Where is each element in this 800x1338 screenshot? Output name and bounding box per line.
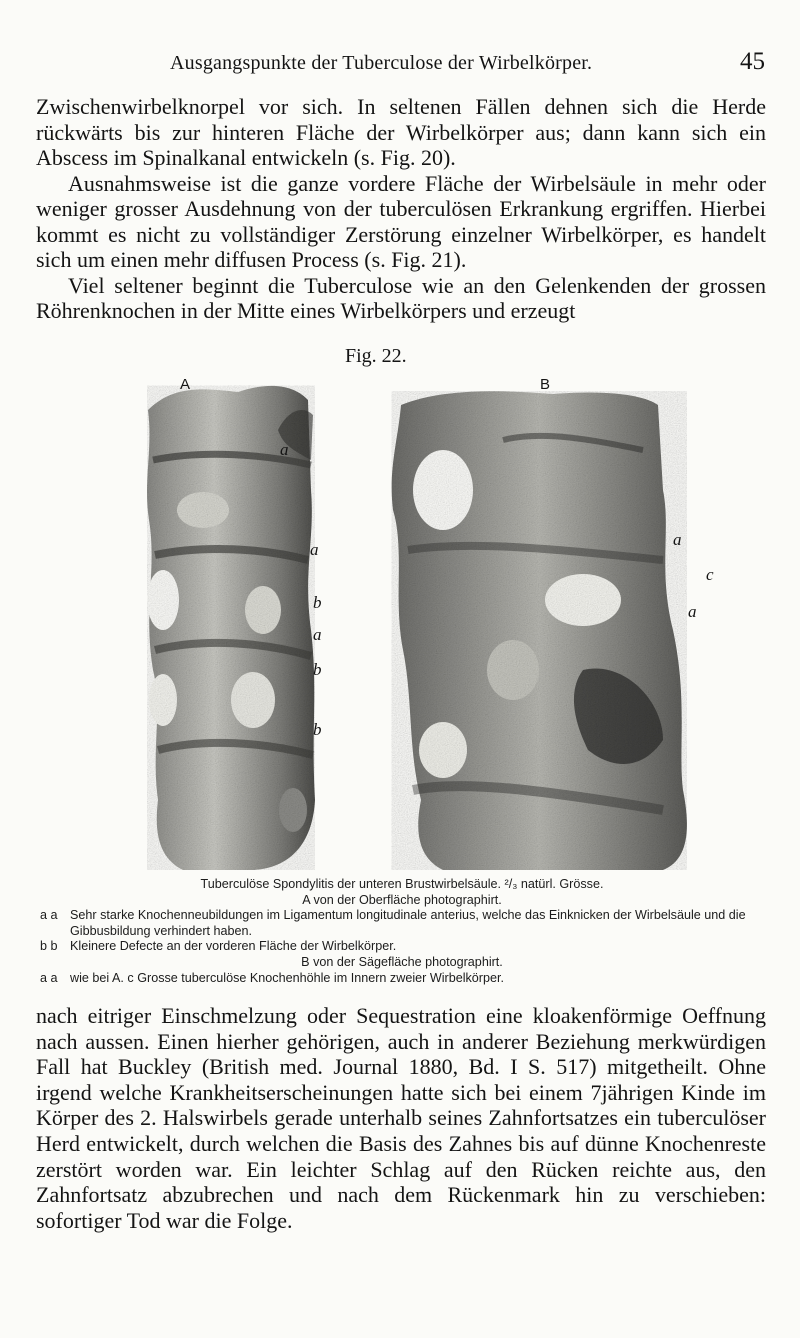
paragraph: Viel seltener beginnt die Tuberculose wie an den Gelenkenden der grossen Röhrenknochen in der Mitte eines Wirbelkörpers und erzeugt	[36, 272, 766, 323]
caption-line: A von der Oberfläche photographirt.	[302, 892, 502, 907]
lower-text-block	[36, 1003, 766, 1233]
paragraph: Zwischenwirbelknorpel vor sich. In seltenen Fällen dehnen sich die Herde rückwärts bis zur hinteren Fläche der Wirbelkörper aus; dann kann sich ein Abscess im Spinalkanal entwickeln (s. Fig. 20).	[36, 94, 766, 170]
caption-entry: Kleinere Defecte an der vorderen Fläche der Wirbelkörper.	[70, 939, 397, 954]
caption-line: B von der Sägefläche photographirt.	[301, 954, 503, 969]
marker-b: b	[313, 720, 322, 739]
upper-text-block	[36, 94, 766, 324]
marker-a: a	[313, 625, 322, 644]
panel-label-b: B	[540, 376, 551, 393]
running-title: Ausgangspunkte der Tuberculose der Wirbelkörper.	[170, 52, 593, 74]
caption-label: a a	[40, 970, 58, 985]
marker-a: a	[280, 440, 289, 459]
photo-panel-b	[392, 391, 687, 870]
page-number: 45	[740, 48, 765, 75]
marker-a: a	[673, 530, 682, 549]
figure-caption	[40, 877, 764, 986]
marker-c: c	[706, 565, 714, 584]
panel-label-a: A	[180, 376, 191, 393]
caption-entry: wie bei A. c Grosse tuberculöse Knochenhöhle im Innern zweier Wirbelkörper.	[70, 970, 504, 985]
page-header	[0, 40, 800, 80]
marker-a: a	[688, 602, 697, 621]
marker-b: b	[313, 593, 322, 612]
caption-line: Tuberculöse Spondylitis der unteren Brustwirbelsäule. ²/₃ natürl. Grösse.	[200, 877, 604, 891]
figure-title: Fig. 22.	[345, 345, 407, 367]
caption-label: b b	[40, 939, 58, 954]
spine-photographs	[143, 370, 743, 875]
paragraph: nach eitriger Einschmelzung oder Sequestration eine kloakenförmige Oeffnung nach aussen. Einen hierher gehörigen, auch in anderer Beziehung merkwürdigen Fall hat Buckley (British med. Journal 1880, Bd. I S. 517) mitgetheilt. Ohne irgend welche Krankheitserscheinungen hatte sich bei einem 7jährigen Kinde im Körper des 2. Halswirbels gerade unterhalb seines Zahnfortsatzes ein tuberculöser Herd entwickelt, durch welchen die Basis des Zahnes bis auf dünne Knochenreste zerstört worden war. Ein leichter Schlag auf den Rücken reichte aus, den Zahnfortsatz abzubrechen und nach dem Rückenmark hin zu verschieben: sofortiger Tod war die Folge.	[36, 1003, 766, 1233]
caption-entry: Sehr starke Knochenneubildungen im Ligamentum longitudinale anterius, welche das Einknicken der Wirbelsäule und die Gibbusbildung verhindert haben.	[70, 908, 746, 938]
caption-label: a a	[40, 908, 58, 923]
photo-panel-a	[147, 386, 315, 870]
figure-22	[143, 370, 743, 875]
marker-a: a	[310, 540, 319, 559]
marker-b: b	[313, 660, 322, 679]
paragraph: Ausnahmsweise ist die ganze vordere Fläche der Wirbelsäule in mehr oder weniger grosser Ausdehnung von der tuberculösen Erkrankung ergriffen. Hierbei kommt es nicht zu vollständiger Zerstörung einzelner Wirbelkörper, es handelt sich um einen mehr diffusen Process (s. Fig. 21).	[36, 170, 766, 272]
